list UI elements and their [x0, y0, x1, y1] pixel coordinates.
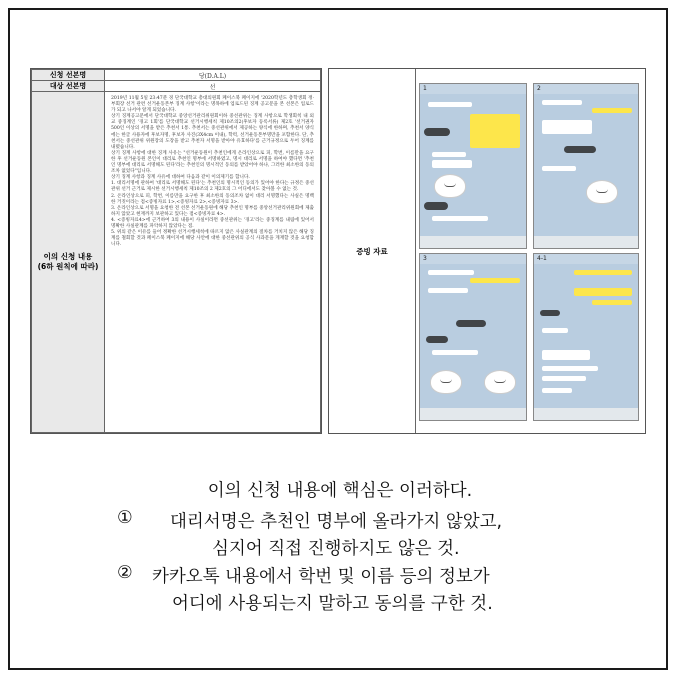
item1-line2: 심지어 직접 진행하지도 않은 것.	[212, 539, 460, 559]
screenshot-number: 4-1	[537, 255, 547, 262]
applicant-label: 신청 선본명	[32, 70, 105, 81]
screenshot-number: 2	[537, 85, 541, 92]
chat-screenshot-3	[419, 253, 527, 421]
sticker-character	[484, 370, 516, 394]
chat-bubble	[592, 300, 632, 305]
chat-bubble	[542, 366, 598, 371]
chat-bubble	[432, 152, 466, 157]
redaction-mark	[540, 310, 560, 316]
screenshot-number: 1	[423, 85, 427, 92]
redaction-mark	[424, 202, 448, 210]
chat-bubble	[428, 288, 468, 293]
chat-input-bar	[420, 408, 526, 420]
body-label	[32, 92, 105, 433]
objection-form	[30, 68, 322, 434]
chat-header	[534, 254, 638, 264]
chat-bubble	[432, 160, 472, 168]
item1-marker: ①	[117, 508, 133, 528]
chat-screenshot-4-1	[533, 253, 639, 421]
item2-line2: 어디에 사용되는지 말하고 동의를 구한 것.	[172, 594, 493, 614]
body-cell	[105, 92, 321, 433]
objection-table	[31, 69, 321, 433]
redaction-mark	[456, 320, 486, 327]
sticker-character	[430, 370, 462, 394]
objection-body-text: 2019년 11월 5일 23:47분 경 단국대학교 총대의원회 페이스북 페이지에 '2020학년도 총학생회 정·부회장 선거 관련 선거운동본부 징계 사항'이라는 명목하에 업로드된 징계 공고문을 본 선본은 업로드가 되고 나서야 알게 되었습니다. 상기 징계공고문에서 단국대학교 중앙선거관리위원회이하 중선관위는 징계 사항으로 학생회칙 내 외교 중징계인 '경고 1회'를 단국대학교 선거시행세칙 제10조의2(후보자 등록서류) 제2호 '선거권자 500인 이상의 서명을 받은 추천서 1통. 추천서는 중선관위에서 제공하는 양식에 한하며, 추천서 양식에는 한글 사용자에 후보자명, 후보자 사진(3X4cm 이내), 학력, 선거운동본부명만을 포함한다. 단, 추천서는 중선관위 위원장의 도장을 받고 추천자 서명을 받아야 유효하다'를 근거규정으로 두어 징계를 내렸습니다. 상기 징계 사항에 대한 징계 사유는 "선거운동원이 추천인에게 온라인상으로 피, 학번, 이름만을 요구한 후 선거운동원 본인이 대리로 추천인 명부에 서명하였고, 명시 대리로 서명을 하여야 했다면 '추천인 명부에 대리로 서명해도 된다'라는 추천인의 명시적인 동의를 받았어야 하나, 그러한 최소한의 동의조차 없었다"입니다. 상기 징계 사항과 징계 사유에 대하여 다음과 같이 이의제기를 합니다. 1. 대리서명에 관하여 '대리로 서명해도 된다'는 추천인의 명시적인 동의가 있어야 한다는 규정은 중선관위 선거 근거로 제시한 선거시행세칙 제10조의 2 제2호의 그 어디에서도 찾아볼 수 없는 것. 2. 온라인상으로 피, 학번, 이름만을 요구한 후 최소한의 동의조차 없이 대리 서명했다는 사실은 명백한 거짓이라는 점<증빙자료 1>,<증빙자료 2>,<증빙자료 3>. 3. 온라인상으로 서명을 요청한 전 선본 선거운동원에 해당 추천인 명부를 중앙선거관리위원회에 제출하지 않았고 현재까지 보관하고 있다는 점<증빙자료 4>. 4. <증빙자료4>에 근거하여 3의 내용이 사실이라면 중선관위는 '경고'라는 중징계를 내림에 있어서 명확한 사실관계를 파악하지 않았다는 점. 5. 위의 같은 이유를 들어 정확한 선거시행세칙에 따르지 않은 사실관계의 절차를 거치지 않은 해당 징계를 철회할 것과 페이스북 페이지에 해당 사안에 대한 중선관위의 공식 사과문을 게재할 것을 요청합니다.	[111, 96, 314, 248]
sticker-character	[434, 174, 466, 198]
item1-line1: 대리서명은 추천인 명부에 올라가지 않았고,	[170, 512, 503, 532]
redaction-mark	[426, 336, 448, 343]
item2-marker: ②	[117, 563, 133, 583]
redaction-mark	[564, 146, 596, 153]
chat-bubble	[542, 100, 582, 105]
redaction-mark	[424, 128, 450, 136]
target-value: 선	[105, 81, 321, 92]
target-label: 대상 선본명	[32, 81, 105, 92]
evidence-panel	[328, 68, 646, 434]
chat-bubble	[574, 288, 632, 296]
chat-bubble	[542, 120, 592, 134]
chat-bubble	[542, 166, 576, 171]
body-label-line2: (6하 원칙에 따라)	[37, 262, 99, 271]
chat-bubble	[542, 328, 568, 333]
chat-header	[534, 84, 638, 94]
item2-line1: 카카오톡 내용에서 학번 및 이름 등의 정보가	[152, 567, 490, 587]
chat-bubble	[428, 270, 474, 275]
chat-bubble	[428, 102, 472, 107]
chat-bubble	[542, 350, 590, 360]
chat-header	[420, 254, 526, 264]
chat-bubble	[592, 108, 632, 113]
chat-bubble	[432, 216, 488, 221]
sticker-character	[586, 180, 618, 204]
body-label-line1: 이의 신청 내용	[43, 252, 93, 261]
applicant-value: 당(D.A.L)	[105, 70, 321, 81]
chat-input-bar	[534, 236, 638, 248]
chat-input-bar	[534, 408, 638, 420]
screenshot-number: 3	[423, 255, 427, 262]
chat-bubble	[470, 114, 520, 148]
chat-header	[420, 84, 526, 94]
chat-bubble	[542, 388, 572, 393]
chat-bubble	[470, 278, 520, 283]
chat-input-bar	[420, 236, 526, 248]
caption-heading: 이의 신청 내용에 핵심은 이러하다.	[207, 481, 473, 501]
chat-screenshot-2	[533, 83, 639, 249]
evidence-label: 증빙 자료	[329, 69, 416, 433]
chat-bubble	[574, 270, 632, 275]
chat-bubble	[432, 350, 478, 355]
chat-screenshot-1	[419, 83, 527, 249]
chat-bubble	[542, 376, 586, 381]
